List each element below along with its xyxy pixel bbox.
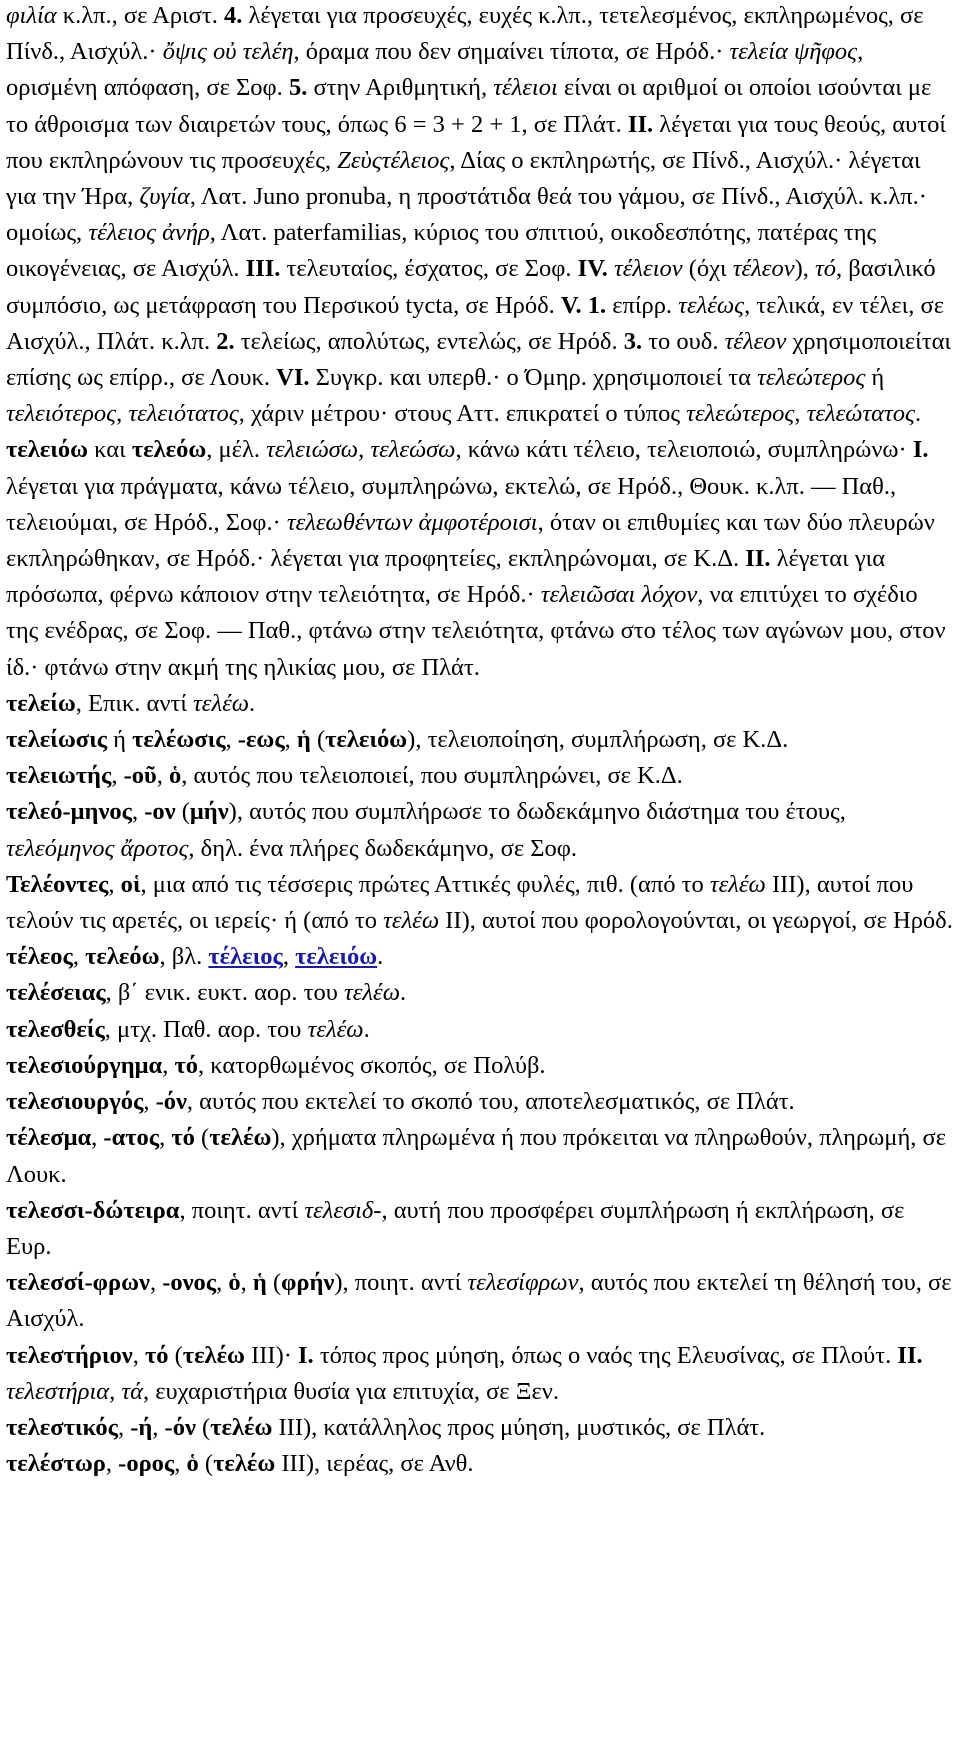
entry-text: , ευχαριστήρια θυσία για επιτυχία, σε Ξεν. (143, 1377, 559, 1405)
entry-text: , (143, 1088, 156, 1116)
entry-text: , κατορθωμένος σκοπός, σε Πολύβ. (198, 1051, 546, 1079)
entry-text: , μτχ. Παθ. αορ. του (104, 1015, 308, 1043)
italic-text: τελεωθέντων ἀμφοτέροισι (286, 508, 538, 536)
italic-text: τελειότατος (128, 400, 239, 428)
italic-text: τελεσιδ- (304, 1196, 382, 1224)
entry-text: , (159, 1124, 172, 1152)
bold-text: ἡ (296, 726, 311, 754)
bold-text: τελεό-μηνος (6, 798, 133, 826)
bold-text: -εως (237, 726, 285, 754)
entry-telestikos (6, 1410, 954, 1446)
entry-text: . (363, 1015, 370, 1043)
italic-text: τό (814, 255, 837, 283)
italic-text: τέλειον (614, 255, 683, 283)
bold-text: τελείωσις (6, 726, 108, 754)
entry-text: Συγκρ. και υπερθ.· ο Όμηρ. χρησιμοποιεί τα (309, 364, 758, 392)
entry-text: είναι οι αριθμοί οι οποίοι ισούνται με το άθροισμα των διαιρετών τους, όπως 6 = 3 + 2 + 1, σε Πλάτ. (6, 74, 932, 138)
entry-telestor (6, 1446, 954, 1482)
entry-text: , ορισμένη απόφαση, σε Σοφ. (6, 38, 864, 102)
bold-text: οἱ (120, 870, 141, 898)
bold-text: II. (627, 110, 654, 138)
entry-text: , μια από τις τέσσερις πρώτες Αττικές φυλές, πιθ. (από το (140, 870, 710, 898)
bold-text: -ορος (118, 1450, 175, 1478)
entry-text: (όχι (682, 255, 733, 283)
italic-text: τά (121, 1377, 144, 1405)
italic-text: τελέω (193, 689, 250, 717)
entry-text: III)· (244, 1341, 299, 1369)
italic-text: τελειῶσαι λόχον (540, 581, 698, 609)
entry-telessiphron (6, 1265, 954, 1337)
italic-text: τέλειος ἀνήρ (88, 219, 210, 247)
entry-text: ( (195, 1413, 211, 1441)
italic-text: τελεώσω (370, 436, 456, 464)
entry-text: , (216, 1269, 229, 1297)
entry-text: λέγεται για τους θεούς, αυτοί που εκπληρώνουν τις προσευχές, (6, 110, 946, 174)
entry-text: ή (107, 726, 133, 754)
entry-text: ή (865, 364, 885, 392)
bold-text: III. (245, 255, 281, 283)
entry-text: , (91, 1124, 104, 1152)
entry-text: ( (198, 1450, 214, 1478)
bold-text: 3. (623, 327, 643, 355)
entry-text: ( (194, 1124, 210, 1152)
entry-text: , (174, 1450, 187, 1478)
entry-text: III), ιερέας, σε Ανθ. (275, 1450, 474, 1478)
bold-text: 5. (288, 74, 308, 102)
bold-text: τελέωσις (132, 726, 226, 754)
entry-text: , Λατ. paterfamilias, κύριος του σπιτιού, οικοδεσπότης, πατέρας της οικογένειας, σε Αισχύλ. (6, 219, 877, 283)
entry-text: II), αυτοί που φορολογούνται, οι γεωργοί, σε Ηρόδ. (439, 907, 953, 935)
entry-text: ( (266, 1269, 282, 1297)
bold-text: ὁ (186, 1450, 199, 1478)
bold-text: τελεσσι-δώτειρα (6, 1196, 180, 1224)
entry-text: ), χρήματα πληρωμένα ή που πρόκειται να πληρωθούν, πληρωμή, σε Λουκ. (6, 1124, 947, 1188)
entry-text: , αυτός που τελειοποιεί, που συμπληρώνει, σε Κ.Δ. (181, 762, 683, 790)
bold-text: τελειωτής (6, 762, 112, 790)
entry-text: , (116, 400, 129, 428)
italic-text: τελέως (678, 291, 745, 319)
entry-text: τελευταίος, έσχατος, σε Σοφ. (280, 255, 578, 283)
bold-text: -ον (144, 798, 176, 826)
entry-text: , αυτός που εκτελεί το σκοπό του, αποτελεσματικός, σε Πλάτ. (186, 1088, 795, 1116)
bold-text: τελεστήριον (6, 1341, 133, 1369)
entry-text: λέγεται για πράγματα, κάνω τέλειο, συμπληρώνω, εκτελώ, σε Ηρόδ., Θουκ. κ.λπ. — Παθ., τελειούμαι, σε Ηρόδ., Σοφ.· (6, 472, 897, 536)
bold-text: -οῦ (123, 762, 157, 790)
entry-teleio-o (6, 432, 954, 685)
italic-text: τελεόμηνος ἄροτος (6, 834, 189, 862)
entry-text: χρησιμοποιείται επίσης ως επίρρ., σε Λουκ. (6, 327, 952, 392)
bold-text: -όν (155, 1088, 187, 1116)
bold-text: I. (298, 1341, 314, 1369)
entry-text: , αυτός που εκτελεί τη θέλησή του, σε Αισχύλ. (6, 1269, 952, 1333)
bold-text: ὁ (228, 1269, 241, 1297)
italic-text: τελέω (344, 979, 400, 1007)
entry-telesiourgos (6, 1084, 954, 1120)
bold-text: τελειόω (325, 726, 408, 754)
italic-text: τελεία ψῆφος (729, 38, 858, 66)
bold-text: τέλεος (6, 943, 73, 971)
entry-text: ), (794, 255, 815, 283)
entry-telesiourgema (6, 1048, 954, 1084)
entry-text: , όταν οι επιθυμίες και των δύο πλευρών εκπληρώθηκαν, σε Ηρόδ.· λέγεται για προφητείες, εκπληρώνομαι, σε Κ.Δ. (6, 508, 935, 573)
entry-telestheis (6, 1012, 954, 1048)
entry-text: , (225, 726, 238, 754)
entry-text: τόπος προς μύηση, όπως ο ναός της Ελευσίνας, σε Πλούτ. (313, 1341, 898, 1369)
bold-text: II. (745, 545, 771, 573)
entry-text: , (117, 1413, 131, 1441)
entry-text: , μέλ. (206, 436, 267, 464)
entry-teleseias (6, 975, 954, 1011)
entry-text: , (109, 1377, 122, 1405)
bold-text: τελείω (6, 689, 76, 717)
entry-text: ( (175, 798, 190, 826)
bold-text: τό (144, 1341, 169, 1369)
bold-text: -όν (164, 1413, 196, 1441)
bold-text: IV. (577, 255, 608, 283)
bold-text: τελέστωρ (6, 1450, 106, 1478)
bold-text: τελέω (213, 1450, 276, 1478)
entry-teleiosis (6, 722, 954, 758)
entry-text: ( (310, 726, 326, 754)
entry-text: , (72, 943, 86, 971)
entry-telessidoteira (6, 1193, 954, 1265)
italic-text: τέλεον (724, 327, 787, 355)
bold-text: φρήν (281, 1269, 335, 1297)
entry-text: , να επιτύχει το σχέδιο της ενέδρας, σε Σοφ. — Παθ., φτάνω στην τελειότητα, φτάνω στο τέλος των αγώνων μου, στον ίδ.· φτάνω στην ακμή της ηλικίας μου, σε Πλάτ. (6, 581, 946, 681)
entry-text: , (108, 870, 121, 898)
bold-text: 2. (216, 327, 235, 355)
entry-text: , (282, 943, 296, 971)
entry-text: στην Αριθμητική, (307, 74, 494, 102)
bold-text: I. (912, 436, 929, 464)
entry-text: , Δίας ο εκπληρωτής, σε Πίνδ., Αισχύλ.· λέγεται για την Ήρα, (6, 146, 921, 211)
entry-text: ), τελειοποίηση, συμπλήρωση, σε Κ.Δ. (407, 726, 789, 754)
bold-text: 4. (223, 2, 243, 29)
entry-teleio (6, 686, 954, 722)
italic-text: τελέω (307, 1015, 364, 1043)
entry-text: , (105, 1450, 119, 1478)
entry-teleiotes (6, 758, 954, 794)
entry-text: , (284, 726, 297, 754)
entry-text: , δηλ. ένα πλήρες δωδεκάμηνο, σε Σοφ. (188, 834, 578, 862)
bold-text: τό (174, 1051, 198, 1079)
bold-text: τελειόω (6, 436, 89, 464)
bold-text: τελεόω (131, 436, 207, 464)
entry-teleontes (6, 867, 954, 939)
entry-text: επίρρ. (606, 291, 679, 319)
bold-text: -ατος (103, 1124, 160, 1152)
bold-text: τελεσιούργημα (6, 1051, 163, 1079)
entry-text: , Επικ. αντί (75, 689, 194, 717)
bold-text: τελέω (182, 1341, 245, 1369)
entry-text: . (400, 979, 407, 1007)
bold-text: -ονος (162, 1269, 217, 1297)
entry-text: το ουδ. (642, 327, 725, 355)
italic-text: τέλειοι (493, 74, 558, 102)
bold-text: τελεσθείς (6, 1015, 105, 1043)
entry-text: ), ποιητ. αντί (334, 1269, 468, 1297)
entry-text: . (914, 400, 922, 428)
entry-text: , (152, 1413, 165, 1441)
italic-text: τελέω (383, 907, 440, 935)
italic-text: τελέω (709, 870, 766, 898)
entry-text: , βασιλικό συμπόσιο, ως μετάφραση του Περσικού tycta, σε Ηρόδ. (6, 255, 936, 319)
italic-text: τελεστήρια (6, 1377, 110, 1405)
italic-text: τελειώσω (266, 436, 359, 464)
bold-text: τέλεσμα (6, 1124, 92, 1152)
bold-text: ὁ (168, 762, 182, 790)
entry-text: , χάριν μέτρου· στους Αττ. επικρατεί ο τύπος (238, 400, 687, 428)
bold-text: τελεσσί-φρων (6, 1269, 150, 1297)
entry-text: , τελικά, εν τέλει, σε Αισχύλ., Πλάτ. κ.λπ. (6, 291, 945, 355)
entry-text: , (240, 1269, 253, 1297)
bold-text: τελεόω (85, 943, 160, 971)
entry-teleios-continued (6, 0, 954, 432)
italic-text: φιλία (6, 2, 57, 29)
entry-text: ( (168, 1341, 183, 1369)
bold-text: 1. (587, 291, 607, 319)
italic-text: τέλεον (732, 255, 795, 283)
italic-text: ὄψις οὐ τελέη (162, 38, 294, 66)
italic-text: τελεώτερος (757, 364, 866, 392)
italic-text: ζυγία (139, 183, 190, 211)
entry-text: , β΄ ενικ. ευκτ. αορ. του (105, 979, 344, 1007)
bold-text: τό (171, 1124, 195, 1152)
bold-text: V. (560, 291, 582, 319)
entry-text: , (149, 1269, 163, 1297)
cross-reference-link[interactable]: τέλειος (208, 943, 283, 971)
entry-text: , (794, 400, 807, 428)
entry-text: , (162, 1051, 175, 1079)
italic-text: τελεώτερος (686, 400, 795, 428)
entry-text: , (132, 798, 145, 826)
entry-text: και (88, 436, 132, 464)
italic-text: τελεώτατος (806, 400, 915, 428)
entry-telos (6, 939, 954, 975)
entry-telesterion (6, 1338, 954, 1410)
entry-text: τελείως, απολύτως, εντελώς, σε Ηρόδ. (234, 327, 624, 355)
entry-text: , ποιητ. αντί (179, 1196, 305, 1224)
bold-text: II. (897, 1341, 923, 1369)
bold-text: Τελέοντες (6, 870, 109, 898)
entry-text: , κάνω κάτι τέλειο, τελειοποιώ, συμπληρώνω· (455, 436, 913, 464)
entry-text: . (377, 943, 384, 971)
bold-text: τελέσειας (6, 979, 106, 1007)
entry-text: λέγεται για προσευχές, ευχές κ.λπ., τετελεσμένος, εκπληρωμένος, σε Πίνδ., Αισχύλ.· (6, 2, 924, 66)
italic-text: τελεσίφρων (467, 1269, 579, 1297)
bold-text: μήν (189, 798, 229, 826)
entry-text: λέγεται για πρόσωπα, φέρνω κάποιον στην τελειότητα, σε Ηρόδ.· (6, 545, 886, 609)
entry-text: , βλ. (159, 943, 209, 971)
bold-text: VI. (276, 364, 310, 392)
entry-text: , Λατ. Juno pronuba, η προστάτιδα θεά του γάμου, σε Πίνδ., Αισχύλ. κ.λπ.· ομοίως, (6, 183, 927, 247)
cross-reference-link[interactable]: τελειόω (295, 943, 378, 971)
bold-text: -ή (130, 1413, 153, 1441)
entry-text: . (249, 689, 256, 717)
bold-text: τελέω (209, 1124, 272, 1152)
entry-text: , όραμα που δεν σημαίνει τίποτα, σε Ηρόδ.· (293, 38, 730, 66)
bold-text: τελεστικός (6, 1413, 118, 1441)
entry-text: , (358, 436, 371, 464)
italic-text: Ζεὺςτέλειος (337, 146, 450, 174)
entry-text: , (111, 762, 124, 790)
italic-text: τελειότερος (6, 400, 117, 428)
entry-telesma (6, 1120, 954, 1192)
entry-text: , (156, 762, 169, 790)
entry-teleomenos (6, 794, 954, 866)
entry-text: III), αυτοί που τελούν τις αρετές, οι ιερείς· ή (από το (6, 870, 914, 935)
bold-text: τελεσιουργός (6, 1088, 144, 1116)
entry-text: , (132, 1341, 145, 1369)
bold-text: τελέω (210, 1413, 273, 1441)
bold-text: ἡ (252, 1269, 267, 1297)
entry-text: κ.λπ., σε Αριστ. (56, 2, 224, 29)
entry-text: III), κατάλληλος προς μύηση, μυστικός, σε Πλάτ. (272, 1413, 766, 1441)
entry-text: , αυτή που προσφέρει συμπλήρωση ή εκπλήρωση, σε Ευρ. (6, 1196, 905, 1260)
entry-text: ), αυτός που συμπλήρωσε το δωδεκάμηνο διάστημα του έτους, (228, 798, 846, 826)
